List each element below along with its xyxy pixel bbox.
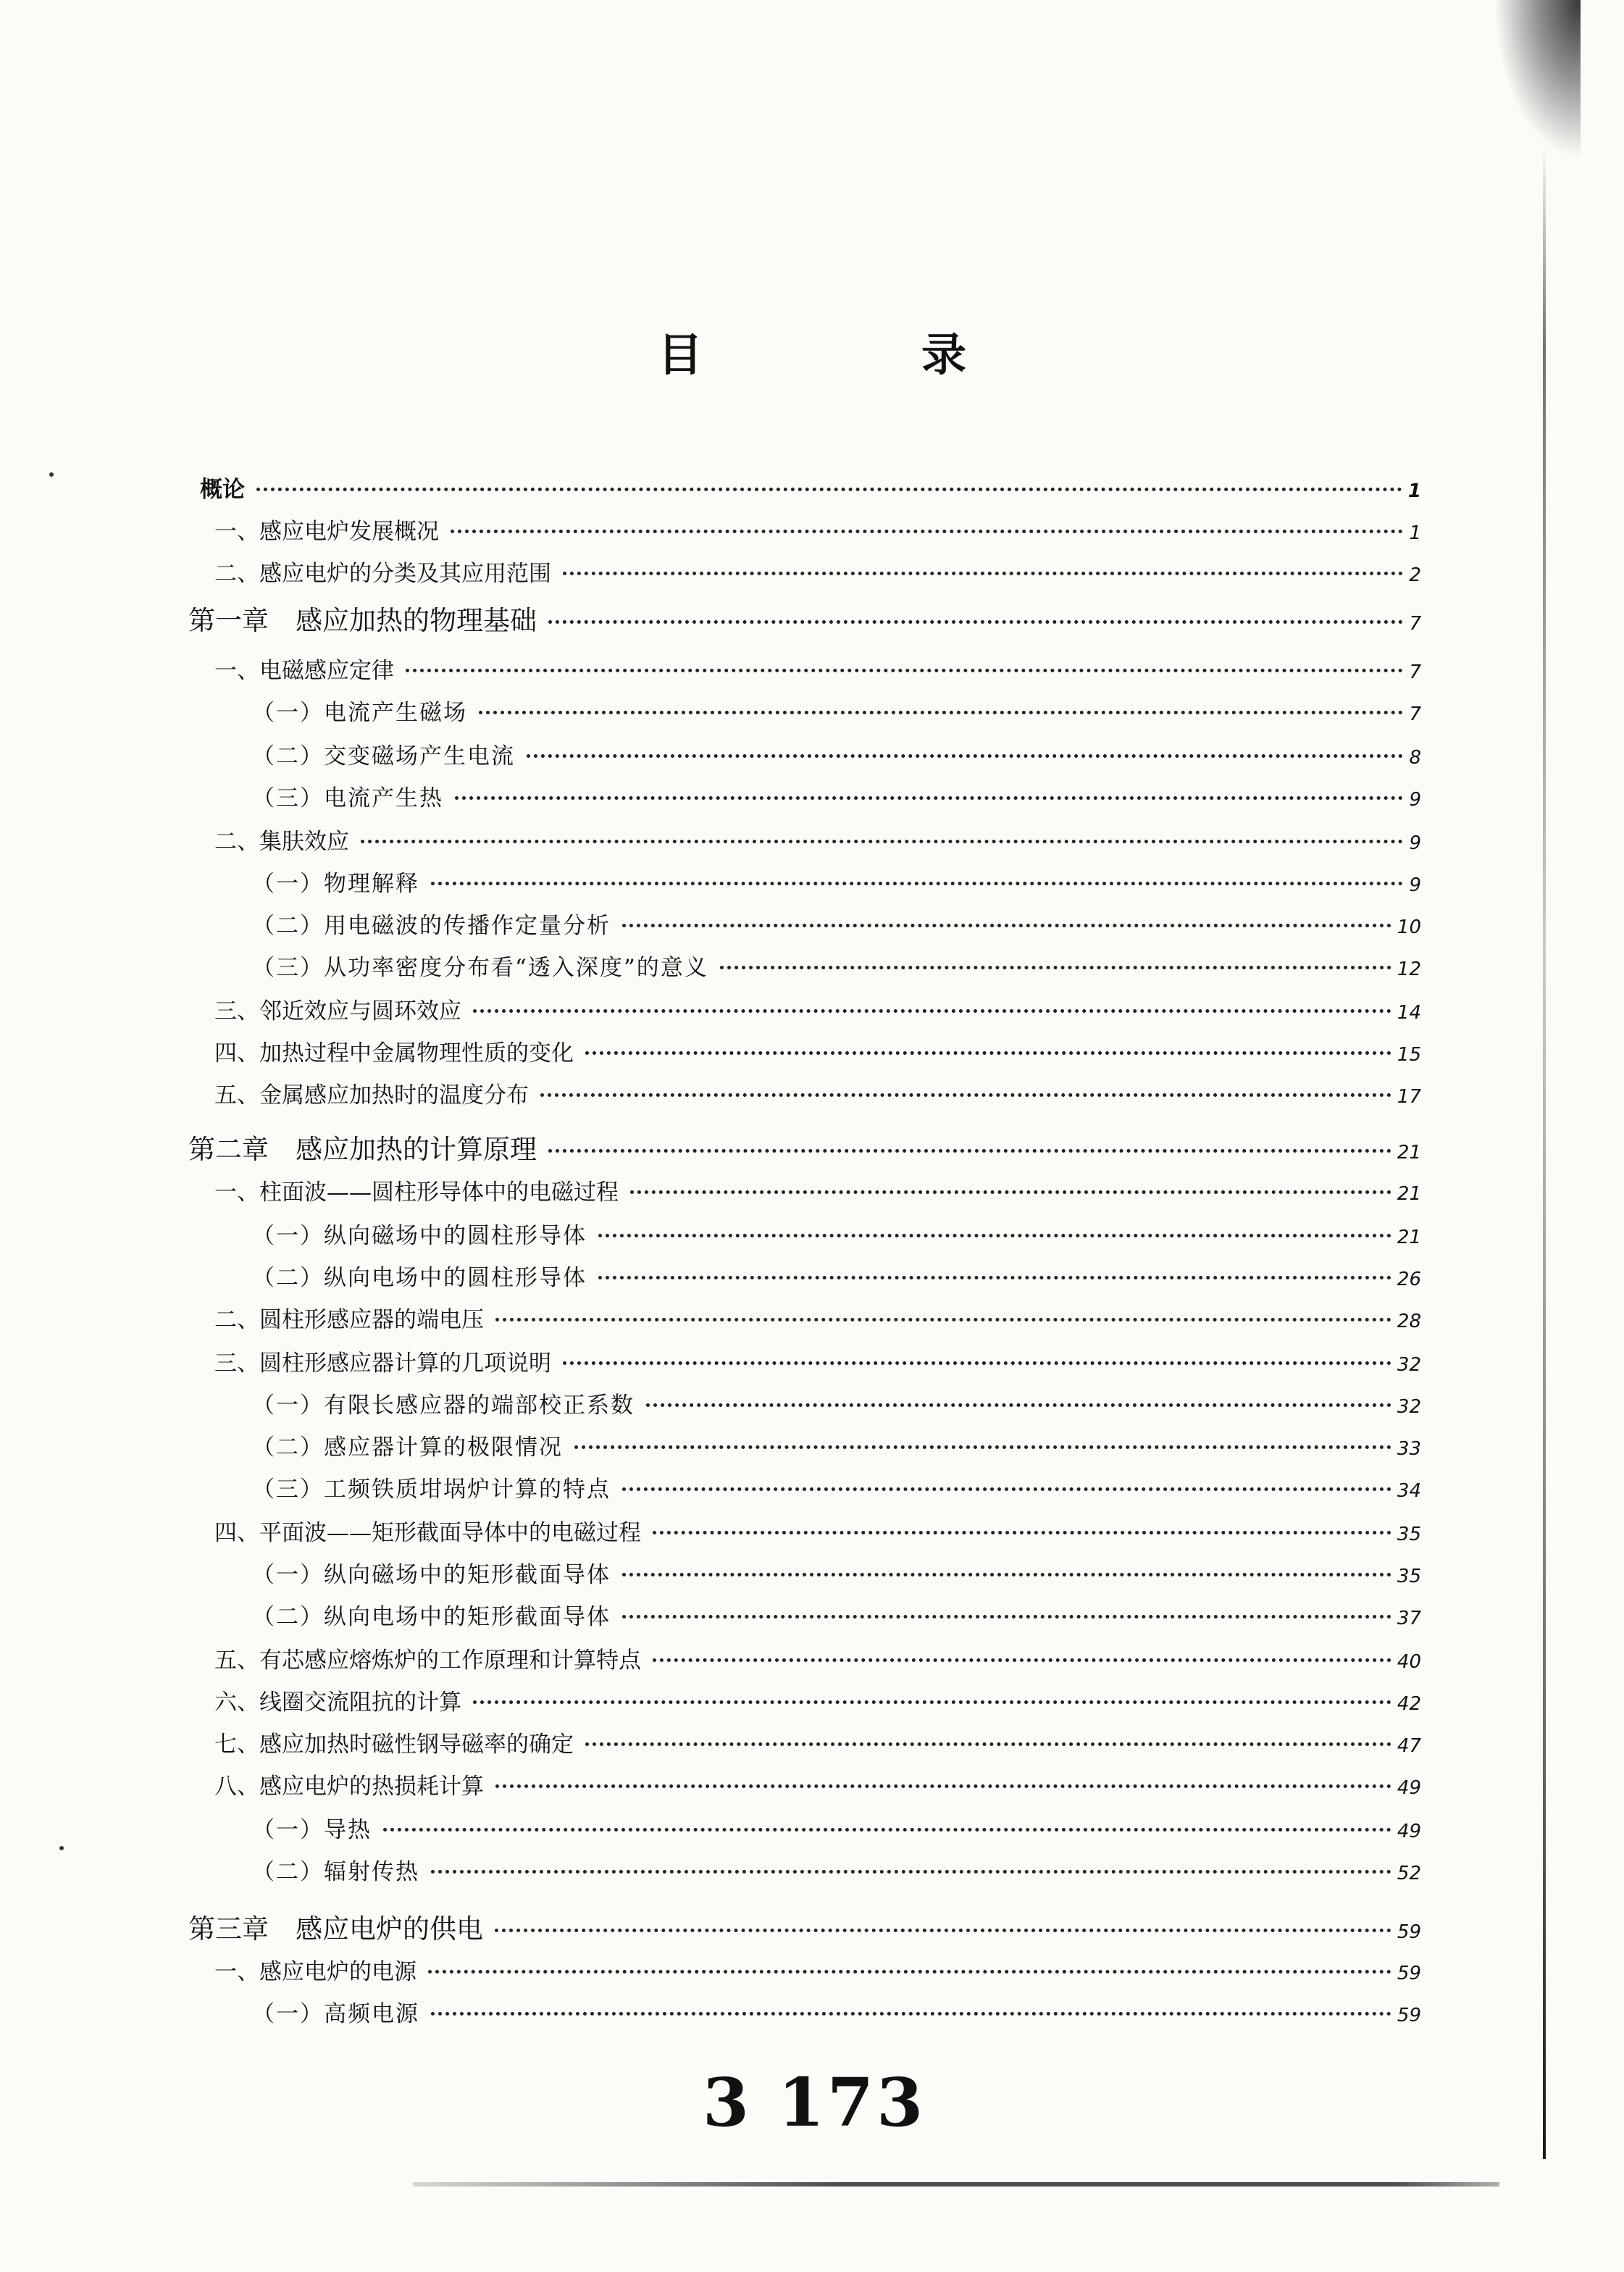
dot-leader xyxy=(406,669,1403,672)
toc-entry-label: 五、金属感应加热时的温度分布 xyxy=(214,1082,529,1108)
toc-entry-page: 33 xyxy=(1397,1438,1421,1460)
dot-leader xyxy=(548,620,1403,624)
dot-leader xyxy=(598,1234,1391,1237)
toc-entry xyxy=(214,1768,1421,1800)
toc-entry-page: 26 xyxy=(1397,1269,1421,1290)
dot-leader xyxy=(622,1487,1391,1491)
toc-entry xyxy=(252,1853,1421,1886)
toc-entry-page: 42 xyxy=(1397,1693,1421,1715)
toc-entry-page: 7 xyxy=(1409,703,1421,725)
toc-entry-page: 7 xyxy=(1409,613,1421,635)
toc-entry-page: 34 xyxy=(1397,1480,1421,1502)
toc-entry-label: 二、集肤效应 xyxy=(214,829,349,855)
toc-entry xyxy=(214,1077,1421,1109)
toc-entry-page: 52 xyxy=(1397,1863,1421,1884)
toc-entry xyxy=(252,1217,1421,1250)
dot-leader xyxy=(495,1929,1391,1932)
dot-leader xyxy=(563,1361,1391,1365)
toc-entry-label: 第二章 感应加热的计算原理 xyxy=(188,1134,537,1165)
toc-entry-label: （二）辐射传热 xyxy=(252,1859,419,1885)
toc-entry-label: 第一章 感应加热的物理基础 xyxy=(188,605,537,636)
dot-leader xyxy=(473,1009,1391,1013)
scan-speck xyxy=(49,472,54,477)
toc-entry xyxy=(188,1907,1421,1946)
toc-entry-page: 17 xyxy=(1397,1086,1421,1108)
toc-entry-label: 概论 xyxy=(200,477,245,503)
toc-entry-page: 2 xyxy=(1409,564,1421,586)
toc-entry xyxy=(252,1598,1421,1631)
dot-leader xyxy=(431,1870,1391,1874)
toc-entry xyxy=(252,1471,1421,1503)
toc-entry xyxy=(252,694,1421,727)
toc-entry-label: 一、电磁感应定律 xyxy=(214,658,394,684)
toc-entry-page: 10 xyxy=(1397,916,1421,938)
toc-entry xyxy=(214,1345,1421,1377)
dot-leader xyxy=(527,754,1403,758)
page-title: 目 录 xyxy=(657,328,1053,381)
dot-leader xyxy=(630,1190,1391,1194)
stamp-number: 3 173 xyxy=(703,2063,926,2142)
dot-leader xyxy=(720,966,1391,969)
toc-entry xyxy=(252,1556,1421,1589)
toc-entry-label: （三）电流产生热 xyxy=(252,785,443,811)
toc-entry-label: （二）纵向电场中的圆柱形导体 xyxy=(252,1265,587,1291)
toc-entry-page: 9 xyxy=(1409,832,1421,854)
toc-entry-label: 六、线圈交流阻抗的计算 xyxy=(214,1690,461,1716)
toc-entry-page: 47 xyxy=(1397,1735,1421,1757)
dot-leader xyxy=(653,1658,1391,1662)
scan-speck xyxy=(59,1846,64,1850)
dot-leader xyxy=(540,1093,1391,1097)
toc-entry-page: 21 xyxy=(1397,1183,1421,1205)
toc-entry-label: 四、加热过程中金属物理性质的变化 xyxy=(214,1040,574,1066)
toc-entry-label: 四、平面波——矩形截面导体中的电磁过程 xyxy=(214,1520,641,1546)
toc-entry-label: 二、感应电炉的分类及其应用范围 xyxy=(214,561,551,587)
dot-leader xyxy=(622,924,1391,927)
toc-entry-page: 8 xyxy=(1409,747,1421,769)
dot-leader xyxy=(598,1276,1391,1279)
toc-entry xyxy=(252,1387,1421,1419)
toc-entry xyxy=(252,1995,1421,2028)
toc-entry-label: （一）纵向磁场中的矩形截面导体 xyxy=(252,1562,611,1588)
toc-entry-page: 40 xyxy=(1397,1651,1421,1673)
toc-entry-label: （二）用电磁波的传播作定量分析 xyxy=(252,913,611,939)
toc-entry xyxy=(214,1514,1421,1547)
toc-entry-label: （三）工频铁质坩埚炉计算的特点 xyxy=(252,1477,611,1503)
page-edge-line xyxy=(1543,145,1546,2159)
dot-leader xyxy=(256,488,1402,491)
toc-entry-label: 一、柱面波——圆柱形导体中的电磁过程 xyxy=(214,1179,619,1206)
toc-entry-page: 9 xyxy=(1409,874,1421,896)
dot-leader xyxy=(473,1700,1391,1704)
dot-leader xyxy=(383,1828,1391,1832)
toc-entry xyxy=(214,1035,1421,1067)
toc-entry-label: 八、感应电炉的热损耗计算 xyxy=(214,1774,484,1800)
dot-leader xyxy=(428,1970,1391,1974)
dot-leader xyxy=(563,572,1403,575)
dot-leader xyxy=(548,1149,1391,1153)
dot-leader xyxy=(495,1318,1391,1321)
toc-entry-label: （一）高频电源 xyxy=(252,2001,419,2027)
toc-entry-page: 28 xyxy=(1397,1311,1421,1332)
page-edge-shadow xyxy=(1494,0,1581,159)
toc-entry xyxy=(214,823,1421,856)
toc-entry xyxy=(214,1301,1421,1334)
dot-leader xyxy=(431,882,1403,885)
dot-leader xyxy=(361,840,1403,843)
toc-entry-label: 一、感应电炉发展概况 xyxy=(214,519,439,545)
dot-leader xyxy=(574,1445,1391,1449)
toc-entry xyxy=(214,555,1421,588)
toc-entry xyxy=(252,865,1421,898)
toc-entry-label: （一）导热 xyxy=(252,1817,372,1843)
dot-leader xyxy=(431,2012,1391,2016)
dot-leader xyxy=(585,1742,1391,1746)
toc-entry-page: 1 xyxy=(1409,522,1421,544)
dot-leader xyxy=(622,1615,1391,1619)
toc-entry xyxy=(214,993,1421,1025)
toc-entry-label: （二）交变磁场产生电流 xyxy=(252,743,515,769)
toc-entry-label: 五、有芯感应熔炼炉的工作原理和计算特点 xyxy=(214,1647,641,1674)
toc-entry-label: 三、圆柱形感应器计算的几项说明 xyxy=(214,1350,551,1377)
toc-entry-label: 七、感应加热时磁性钢导磁率的确定 xyxy=(214,1732,574,1758)
toc-entry xyxy=(252,1811,1421,1844)
toc-entry-page: 35 xyxy=(1397,1524,1421,1545)
dot-leader xyxy=(455,796,1403,800)
toc-entry-page: 14 xyxy=(1397,1002,1421,1024)
toc-entry-page: 7 xyxy=(1409,661,1421,683)
toc-entry-label: （一）纵向磁场中的圆柱形导体 xyxy=(252,1223,587,1249)
toc-entry xyxy=(214,1953,1421,1986)
toc-entry xyxy=(188,1127,1421,1166)
toc-entry xyxy=(214,652,1421,685)
toc-entry-page: 37 xyxy=(1397,1608,1421,1629)
toc-entry-page: 59 xyxy=(1397,1963,1421,1984)
toc-entry-page: 15 xyxy=(1397,1044,1421,1066)
toc-entry xyxy=(252,738,1421,770)
toc-entry xyxy=(214,1726,1421,1758)
toc-entry-page: 1 xyxy=(1407,480,1421,502)
toc-entry xyxy=(214,1684,1421,1716)
toc-entry xyxy=(200,471,1421,504)
toc-entry-label: 二、圆柱形感应器的端电压 xyxy=(214,1307,484,1333)
dot-leader xyxy=(451,530,1403,533)
toc-entry-page: 49 xyxy=(1397,1777,1421,1799)
dot-leader xyxy=(479,711,1403,714)
toc-entry xyxy=(214,1642,1421,1674)
toc-entry-page: 59 xyxy=(1397,1921,1421,1943)
toc-entry-page: 21 xyxy=(1397,1142,1421,1164)
toc-entry-label: （一）有限长感应器的端部校正系数 xyxy=(252,1392,635,1419)
toc-entry-page: 12 xyxy=(1397,958,1421,980)
toc-entry-label: （二）纵向电场中的矩形截面导体 xyxy=(252,1604,611,1630)
toc-entry xyxy=(252,949,1421,982)
dot-leader xyxy=(646,1403,1391,1407)
toc-entry xyxy=(214,513,1421,546)
toc-entry-label: 一、感应电炉的电源 xyxy=(214,1959,417,1985)
toc-entry-page: 35 xyxy=(1397,1566,1421,1587)
toc-entry xyxy=(214,1174,1421,1206)
toc-entry-page: 9 xyxy=(1409,789,1421,811)
dot-leader xyxy=(622,1573,1391,1576)
toc-entry-label: （二）感应器计算的极限情况 xyxy=(252,1434,563,1461)
dot-leader xyxy=(653,1531,1391,1534)
toc-entry-label: （三）从功率密度分布看“透入深度”的意义 xyxy=(252,955,708,981)
toc-entry xyxy=(252,907,1421,940)
bottom-scan-rule xyxy=(413,2182,1499,2187)
toc-entry-page: 32 xyxy=(1397,1396,1421,1418)
toc-entry-label: （一）物理解释 xyxy=(252,871,419,897)
toc-entry-page: 21 xyxy=(1397,1227,1421,1248)
toc-entry xyxy=(188,598,1421,638)
toc-entry-page: 59 xyxy=(1397,2005,1421,2026)
toc-entry xyxy=(252,1429,1421,1461)
toc-entry-page: 49 xyxy=(1397,1821,1421,1842)
toc-entry xyxy=(252,780,1421,812)
toc-entry-label: （一）电流产生磁场 xyxy=(252,700,467,726)
dot-leader xyxy=(585,1051,1391,1055)
dot-leader xyxy=(495,1784,1391,1788)
toc-entry-label: 第三章 感应电炉的供电 xyxy=(188,1913,483,1945)
toc-entry-label: 三、邻近效应与圆环效应 xyxy=(214,998,461,1024)
toc-entry xyxy=(252,1259,1421,1292)
toc-entry-page: 32 xyxy=(1397,1354,1421,1376)
